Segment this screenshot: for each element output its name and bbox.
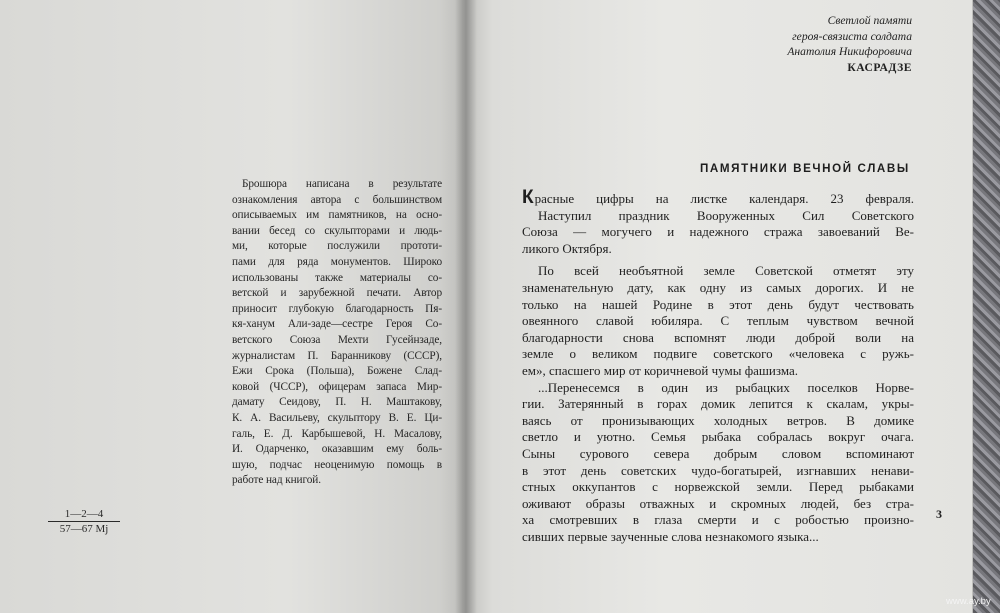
body-line: только на нашей Родине в этот день будут чествовать: [522, 296, 914, 312]
credits-line: журналистам П. Баранникову (СССР),: [232, 349, 442, 362]
publisher-code-denominator: 57—67 Mj: [59, 523, 109, 535]
credits-line: ветского Союза Мехти Гусейнзаде,: [232, 333, 442, 346]
body-line-text: расные цифры на листке календаря. 23 февраля.: [534, 191, 914, 206]
credits-line: ми, которые послужили прототи-: [232, 240, 442, 253]
credits-line: галь, Е. Д. Карбышевой, Н. Масалову,: [232, 427, 442, 440]
acknowledgements-text: [232, 177, 442, 489]
body-line: ем», спасшего мир от коричневой чумы фашизма.: [522, 362, 798, 378]
chapter-body: [522, 187, 914, 545]
credits-line: описываемых им памятников, на осно-: [232, 209, 442, 222]
body-line: ликого Октября.: [522, 240, 612, 256]
credits-line: работе над книгой.: [232, 474, 321, 487]
dedication-line: героя-связиста солдата: [792, 29, 912, 43]
dedication-line: Анатолия Никифоровича: [787, 45, 912, 59]
dedication-line: Светлой памяти: [827, 14, 912, 27]
body-line: ваясь от пронизывающих холодных ветров. В домике: [522, 412, 914, 428]
left-page: [0, 0, 478, 613]
body-line: земле о великом подвиге советского «человека с ружь-: [522, 346, 914, 362]
body-line: сивших первые заученные слова незнакомого языка...: [522, 528, 819, 544]
drop-cap: К: [522, 187, 534, 208]
book-gutter: [455, 0, 477, 613]
publisher-code-numerator: 1—2—4: [48, 508, 120, 522]
credits-line: ковой (ЧССР), офицерам запаса Мир-: [232, 380, 442, 393]
chapter-heading: ПАМЯТНИКИ ВЕЧНОЙ СЛАВЫ: [700, 162, 910, 175]
credits-line: шую, подчас неоценимую помощь в: [232, 458, 442, 471]
body-line: стных оккупантов с норвежской земли. Перед рыбаками: [522, 479, 914, 495]
body-line: знаменательную дату, как одну из самых дорогих. И не: [522, 279, 914, 295]
body-line: оживают образы отважных и скромных людей, без стра-: [522, 495, 914, 511]
credits-line: использованы также материалы со-: [232, 271, 442, 284]
body-line: светло и уютно. Семья рыбака собралась вокруг очага.: [522, 429, 914, 445]
credits-line: дамату Сеидову, П. Н. Маштакову,: [232, 396, 442, 409]
body-line: [522, 187, 914, 208]
page-number: 3: [936, 507, 942, 521]
credits-line: пами для ряда монументов. Широко: [232, 255, 442, 268]
body-line: Сыны сурового севера добрым словом вспоминают: [522, 445, 914, 461]
body-line: в этот день советских чудо-богатырей, изгнавших ненави-: [522, 462, 914, 478]
body-line: ...Перенесемся в один из рыбацких поселков Норве-: [538, 379, 914, 395]
credits-line: И. Одарченко, оказавшим ему боль-: [232, 443, 442, 456]
body-line: благодарности снова вспомнят люди доброй воли на: [522, 329, 914, 345]
body-line: овеянного славой юбиляра. С теплым чувством вечной: [522, 313, 914, 329]
dedication: [787, 13, 912, 75]
credits-line: вании бесед со скульпторами и людь-: [232, 224, 442, 237]
credits-line: кя-ханум Али-заде—сестре Героя Со-: [232, 318, 442, 331]
credits-line: приносит глубокую благодарность Пя-: [232, 302, 442, 315]
body-line: ха смотревших в глаза смерти и с робостью произно-: [522, 512, 914, 528]
dedication-surname: КАСРАДЗЕ: [847, 60, 912, 74]
credits-line: Брошюра написана в результате: [242, 178, 442, 190]
body-line: Союза — могучего и надежного стража завоеваний Ве-: [522, 224, 914, 240]
watermark: www.ay.by: [946, 596, 991, 607]
credits-line: Ежи Срока (Польша), Божене Слад-: [232, 365, 442, 378]
credits-line: ознакомления автора с большинством: [232, 193, 442, 206]
body-line: Наступил праздник Вооруженных Сил Советского: [538, 207, 914, 223]
body-line: По всей необъятной земле Советской отметят эту: [538, 263, 914, 279]
credits-line: К. А. Васильеву, скульптору В. Е. Ци-: [232, 411, 442, 424]
publisher-code: [48, 508, 120, 535]
credits-line: ветской и зарубежной печати. Автор: [232, 287, 442, 300]
body-line: гии. Затерянный в горах домик лепится к скалам, укры-: [522, 396, 914, 412]
